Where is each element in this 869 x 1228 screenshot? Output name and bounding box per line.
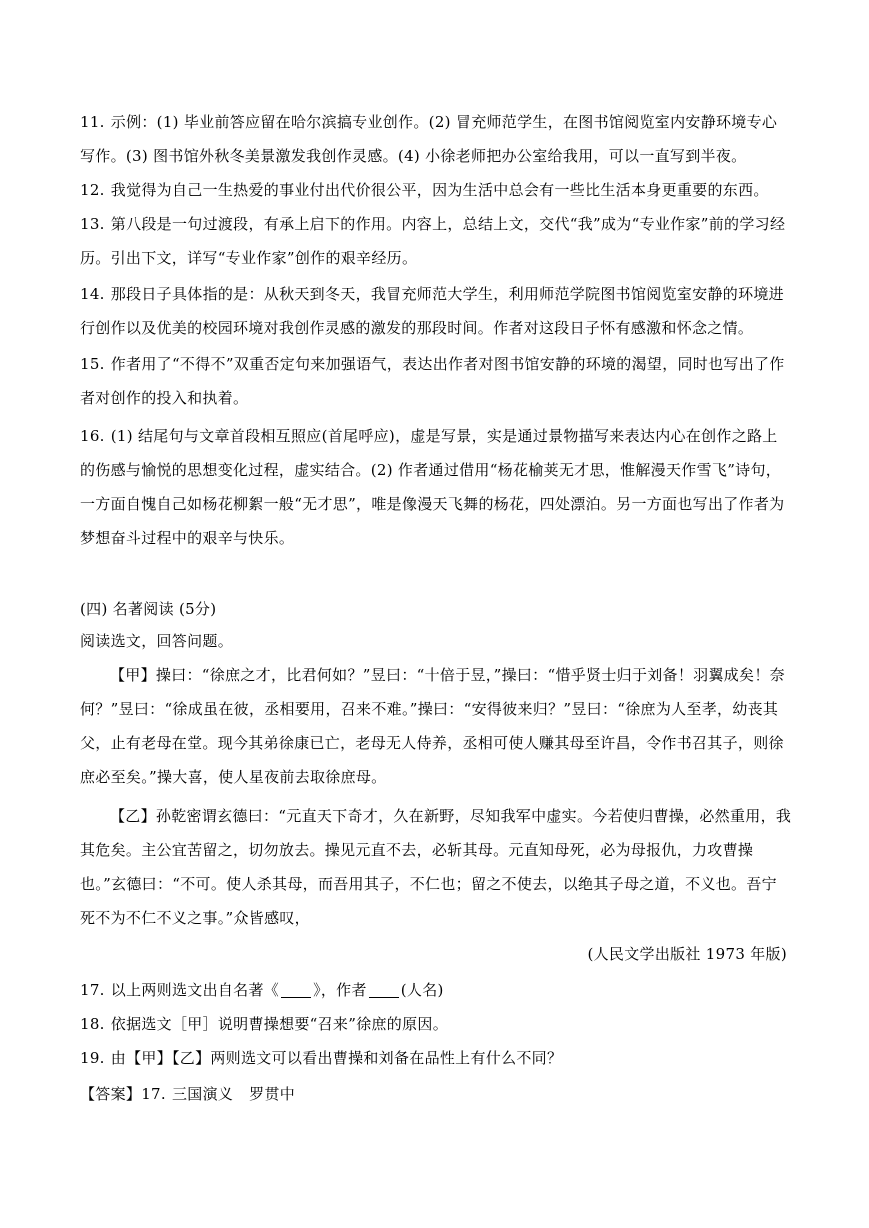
answer-16-text: (1) 结尾句与文章首段相互照应(首尾呼应)，虚是写景，实是通过景物描写来表达内心在创作之路上的伤感与愉悦的思想变化过程，虚实结合。(2) 作者通过借用“杨花榆荚无才思，惟解漫天作雪飞”诗句，一方面自愧自己如杨花柳絮一般“无才思”，唯是像漫天飞舞的杨花，四处漂泊。另一方面也写出了作者为梦想奋斗过程中的艰辛与快乐。 bbox=[80, 427, 785, 547]
question-17-number: 17. bbox=[80, 981, 105, 999]
question-17 bbox=[80, 973, 792, 1007]
question-18 bbox=[80, 1007, 792, 1041]
passage-yi: 【乙】孙乾密谓玄德曰：“元直天下奇才，久在新野，尽知我军中虚实。今若使归曹操，必然重用，我其危矣。主公宜苦留之，切勿放去。操见元直不去，必斩其母。元直知母死，必为母报仇，力攻曹操也。”玄德曰：“不可。使人杀其母，而吾用其子，不仁也；留之不使去，以绝其子母之道，不义也。吾宁死不为不仁不义之事。”众皆感叹， bbox=[80, 807, 792, 927]
passage-jia: 【甲】操曰：“徐庶之才，比君何如？”昱曰：“十倍于昱，”操曰：“惜乎贤士归于刘备！羽翼成矣！奈何？”昱曰：“徐成虽在彼，丞相要用，召来不难。”操曰：“安得彼来归？”昱曰：“徐庶为人至孝，幼丧其父，止有老母在堂。现今其弟徐康已亡，老母无人侍养，丞相可使人赚其母至许昌，令作书召其子，则徐庶必至矣。”操大喜，使人星夜前去取徐庶母。 bbox=[80, 666, 785, 786]
answer-13-text: 第八段是一句过渡段，有承上启下的作用。内容上，总结上文，交代“我”成为“专业作家”前的学习经历。引出下文，详写“专业作家”创作的艰辛经历。 bbox=[80, 215, 786, 267]
source-citation: (人民文学出版社 1973 年版) bbox=[587, 945, 787, 963]
author-blank[interactable] bbox=[369, 982, 399, 998]
answer-13-number: 13. bbox=[80, 215, 105, 233]
answer-12-text: 我觉得为自己一生热爱的事业付出代价很公平，因为生活中总会有一些比生活本身更重要的东西。 bbox=[110, 181, 769, 199]
question-19-text: 由【甲】【乙】两则选文可以看出曹操和刘备在品性上有什么不同？ bbox=[110, 1049, 563, 1067]
question-19 bbox=[80, 1041, 792, 1075]
answer-15-text: 作者用了“不得不”双重否定句来加强语气，表达出作者对图书馆安静的环境的渴望，同时也写出了作者对创作的投入和执着。 bbox=[80, 355, 785, 407]
question-19-number: 19. bbox=[80, 1049, 105, 1067]
question-17-middle: 》，作者 bbox=[313, 981, 367, 999]
answer-13 bbox=[80, 207, 792, 275]
answer-key-number: 17. bbox=[141, 1085, 166, 1103]
answer-key bbox=[80, 1077, 792, 1111]
section-heading: (四) 名著阅读 (5分) bbox=[80, 600, 217, 618]
answer-11-number: 11. bbox=[80, 113, 105, 131]
answer-15-number: 15. bbox=[80, 355, 105, 373]
answer-key-author: 罗贯中 bbox=[249, 1085, 296, 1103]
answer-16 bbox=[80, 419, 792, 555]
answer-16-number: 16. bbox=[80, 427, 105, 445]
answer-12 bbox=[80, 173, 792, 207]
answer-11-text: 示例：(1) 毕业前答应留在哈尔滨搞专业创作。(2) 冒充师范学生，在图书馆阅览室内安静环境专心写作。(3) 图书馆外秋冬美景激发我创作灵感。(4) 小徐老师把办公室给我用，可以一直写到半夜。 bbox=[80, 113, 778, 165]
answer-key-book: 三国演义 bbox=[171, 1085, 234, 1103]
question-17-before: 以上两则选文出自名著《 bbox=[110, 981, 280, 999]
answer-14-number: 14. bbox=[80, 285, 105, 303]
section-instruction: 阅读选文，回答问题。 bbox=[80, 632, 234, 650]
answer-14-text: 那段日子具体指的是：从秋天到冬天，我冒充师范大学生，利用师范学院图书馆阅览室安静的环境进行创作以及优美的校园环境对我创作灵感的激发的那段时间。作者对这段日子怀有感激和怀念之情。 bbox=[80, 285, 784, 337]
answer-11 bbox=[80, 105, 792, 173]
answer-14 bbox=[80, 277, 792, 345]
question-17-after: (人名) bbox=[400, 981, 444, 999]
answer-key-label: 【答案】 bbox=[80, 1085, 142, 1103]
question-18-number: 18. bbox=[80, 1015, 105, 1033]
question-18-text: 依据选文［甲］说明曹操想要“召来”徐庶的原因。 bbox=[110, 1015, 449, 1033]
answer-12-number: 12. bbox=[80, 181, 105, 199]
answer-15 bbox=[80, 347, 792, 415]
book-title-blank[interactable] bbox=[281, 982, 311, 998]
